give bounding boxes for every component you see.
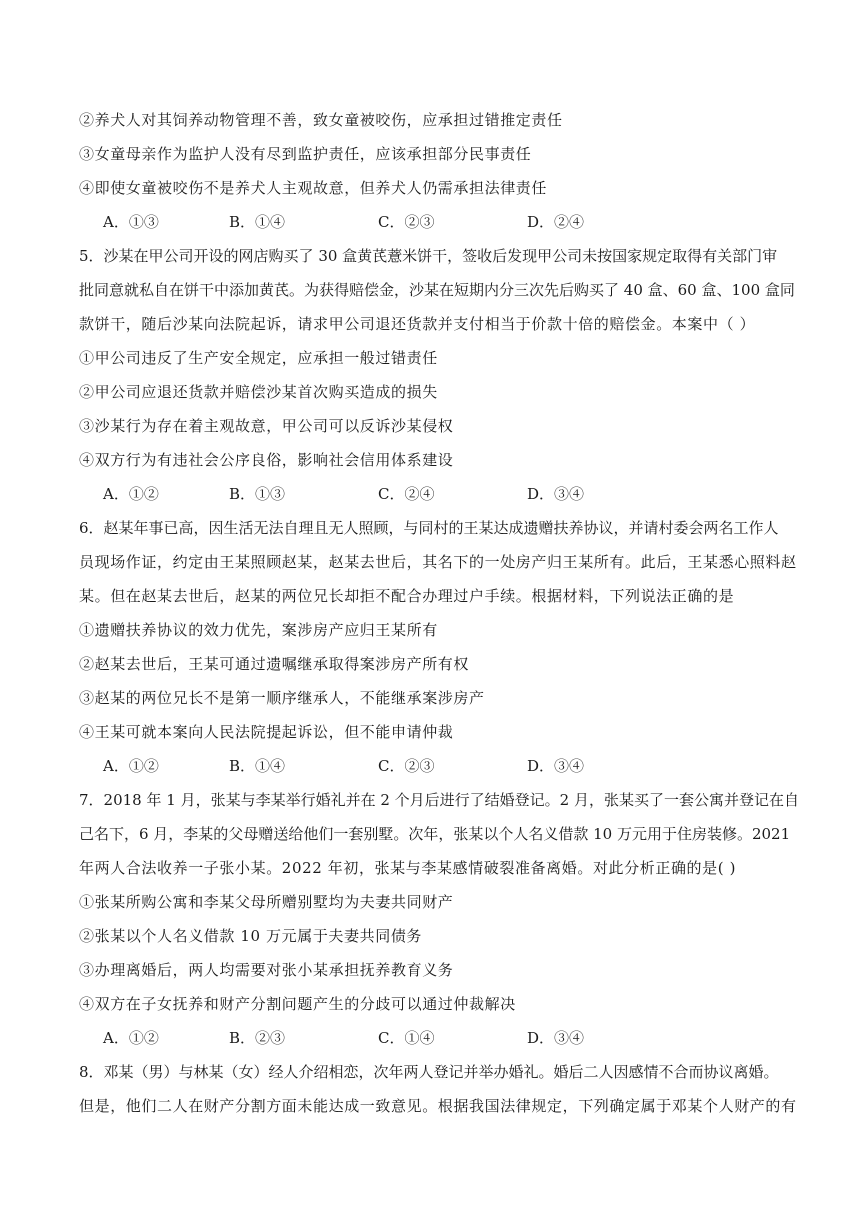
q6-option-d: D．③④ (527, 757, 585, 775)
q5-option-d: D．③④ (527, 485, 585, 503)
q5-option-a: A．①② (103, 485, 159, 503)
q6-item-1: ①遗赠扶养协议的效力优先，案涉房产应归王某所有 (79, 621, 438, 639)
q6-item-3: ③赵某的两位兄长不是第一顺序继承人，不能继承案涉房产 (79, 689, 485, 707)
q5-options (103, 484, 803, 504)
q5-item-1: ①甲公司违反了生产安全规定，应承担一般过错责任 (79, 349, 438, 367)
q5-item-2: ②甲公司应退还货款并赔偿沙某首次购买造成的损失 (79, 383, 438, 401)
q7-option-c: C．①④ (378, 1029, 435, 1047)
q6-options (103, 756, 803, 776)
q5-stem-line: 款饼干，随后沙某向法院起诉，请求甲公司退还货款并支付相当于价款十倍的赔偿金。本案中（ ） (79, 315, 756, 333)
q8-stem-line: 但是，他们二人在财产分割方面未能达成一致意见。根据我国法律规定，下列确定属于邓某个人财产的有 (79, 1097, 797, 1115)
q4-item-3: ③女童母亲作为监护人没有尽到监护责任，应该承担部分民事责任 (79, 145, 532, 163)
q6-stem-line: 员现场作证，约定由王某照顾赵某，赵某去世后，其名下的一处房产归王某所有。此后，王某悉心照料赵 (79, 553, 797, 571)
q4-option-b: B．①④ (229, 213, 286, 231)
q7-option-d: D．③④ (527, 1029, 585, 1047)
q7-item-1: ①张某所购公寓和李某父母所赠别墅均为夫妻共同财产 (79, 893, 454, 911)
q6-option-c: C．②③ (378, 757, 435, 775)
q4-item-4: ④即使女童被咬伤不是养犬人主观故意，但养犬人仍需承担法律责任 (79, 179, 548, 197)
q7-stem-line: 己名下，6 月，李某的父母赠送给他们一套别墅。次年，张某以个人名义借款 10 万元用于住房装修。2021 (79, 825, 791, 843)
q4-option-c: C．②③ (378, 213, 435, 231)
q5-option-c: C．②④ (378, 485, 435, 503)
q6-option-a: A．①② (103, 757, 159, 775)
q6-option-b: B．①④ (229, 757, 286, 775)
q4-option-d: D．②④ (527, 213, 585, 231)
q6-stem-line: 某。但在赵某去世后，赵某的两位兄长却拒不配合办理过户手续。根据材料，下列说法正确的是 (79, 587, 735, 605)
q7-option-a: A．①② (103, 1029, 159, 1047)
q4-options (103, 212, 803, 232)
q7-stem-line: 7．2018 年 1 月，张某与李某举行婚礼并在 2 个月后进行了结婚登记。2 月，张某买了一套公寓并登记在自 (79, 791, 799, 809)
q7-item-4: ④双方在子女抚养和财产分割问题产生的分歧可以通过仲裁解决 (79, 995, 516, 1013)
q7-stem-line: 年两人合法收养一子张小某。2022 年初，张某与李某感情破裂准备离婚。对此分析正确的是( ) (79, 859, 737, 877)
q8-stem-line: 8．邓某（男）与林某（女）经人介绍相恋，次年两人登记并举办婚礼。婚后二人因感情不合而协议离婚。 (79, 1063, 779, 1081)
q4-option-a: A．①③ (103, 213, 159, 231)
q4-item-2: ②养犬人对其饲养动物管理不善，致女童被咬伤，应承担过错推定责任 (79, 111, 563, 129)
q7-options (103, 1028, 803, 1048)
q7-option-b: B．②③ (229, 1029, 286, 1047)
q5-stem-line: 5．沙某在甲公司开设的网店购买了 30 盒黄芪薏米饼干，签收后发现甲公司未按国家规定取得有关部门审 (79, 247, 778, 265)
q5-option-b: B．①③ (229, 485, 286, 503)
q5-item-3: ③沙某行为存在着主观故意，甲公司可以反诉沙某侵权 (79, 417, 454, 435)
q6-item-4: ④王某可就本案向人民法院提起诉讼，但不能申请仲裁 (79, 723, 454, 741)
q6-stem-line: 6．赵某年事已高，因生活无法自理且无人照顾，与同村的王某达成遗赠扶养协议，并请村委会两名工作人 (79, 519, 779, 537)
q7-item-3: ③办理离婚后，两人均需要对张小某承担抚养教育义务 (79, 961, 454, 979)
q6-item-2: ②赵某去世后，王某可通过遗嘱继承取得案涉房产所有权 (79, 655, 470, 673)
q7-item-2: ②张某以个人名义借款 10 万元属于夫妻共同债务 (79, 927, 423, 945)
q5-stem-line: 批同意就私自在饼干中添加黄芪。为获得赔偿金，沙某在短期内分三次先后购买了 40 盒、60 盒、100 盒同 (79, 281, 795, 299)
q5-item-4: ④双方行为有违社会公序良俗，影响社会信用体系建设 (79, 451, 454, 469)
